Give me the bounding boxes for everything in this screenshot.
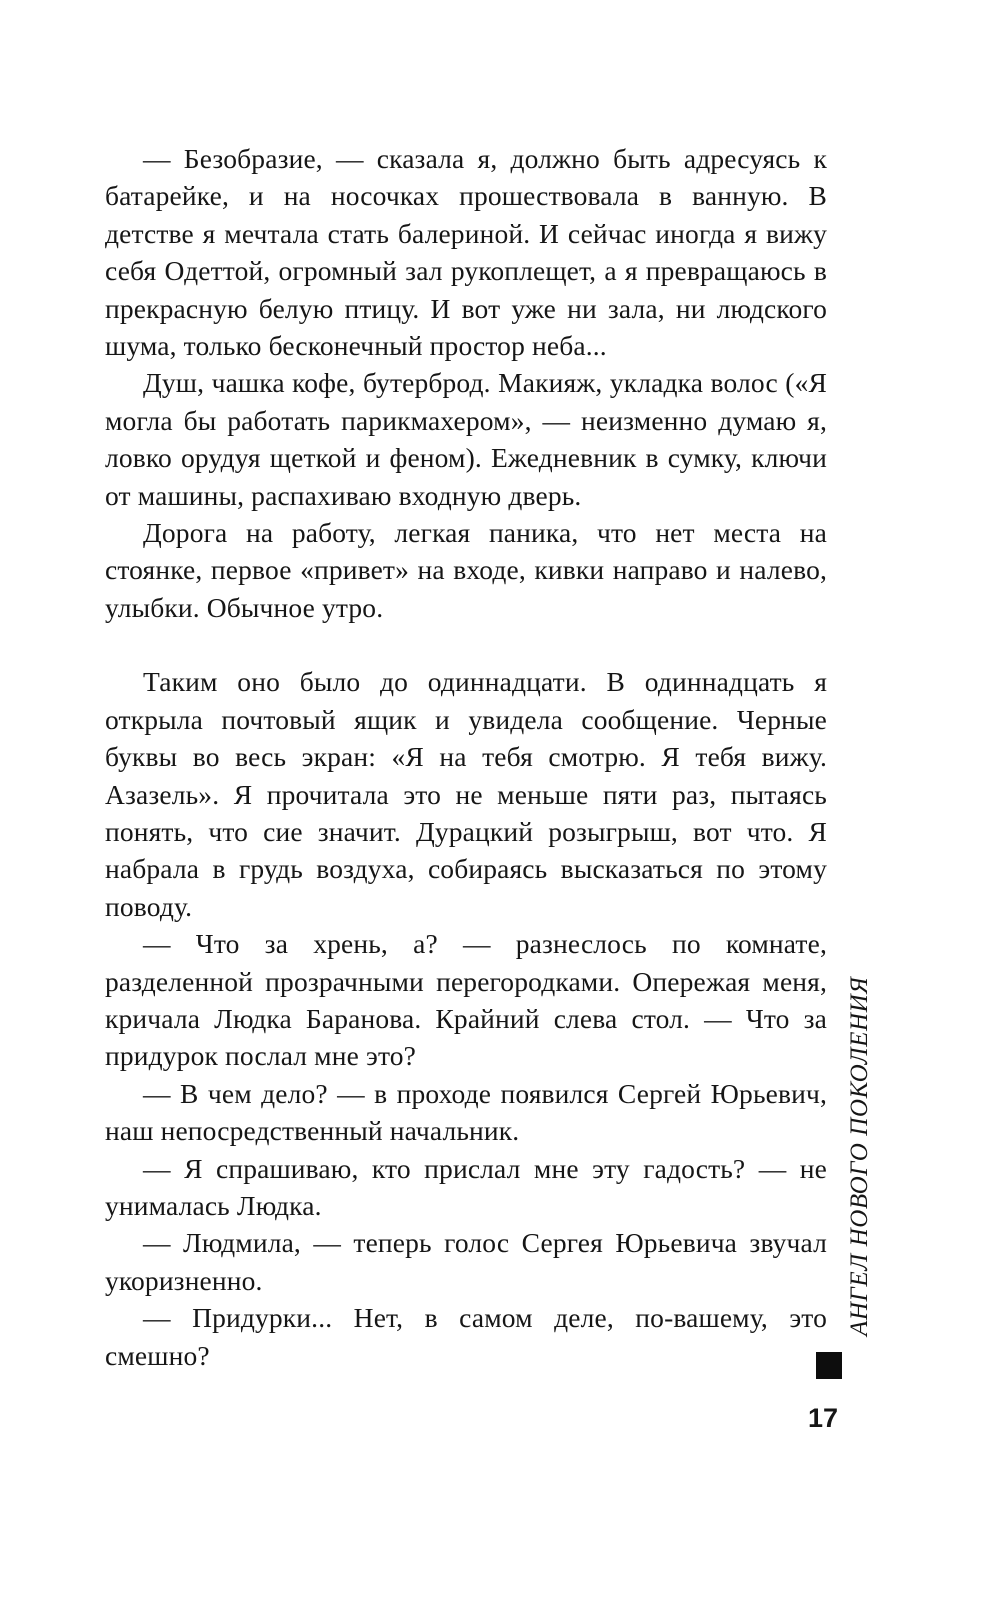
page-number: 17 (807, 1403, 838, 1433)
paragraph: Душ, чашка кофе, бутерброд. Макияж, укладка волос («Я могла бы работать парикмахером», — неизменно думаю я, ловко орудуя щеткой и феном). Ежедневник в сумку, ключи от машины, распахиваю входную дверь. (105, 367, 827, 511)
running-title: АНГЕЛ НОВОГО ПОКОЛЕНИЯ (846, 976, 873, 1336)
body-text (105, 140, 827, 1374)
running-title-marker (816, 1352, 842, 1379)
paragraph: — Что за хрень, а? — разнеслось по комнате, разделенной прозрачными перегородками. Опережая меня, кричала Людка Баранова. Крайний слева стол. — Что за придурок послал мне это? (105, 928, 827, 1072)
paragraph: — Безобразие, — сказала я, должно быть адресуясь к батарейке, и на носочках прошествовала в ванную. В детстве я мечтала стать балериной. И сейчас иногда я вижу себя Одеттой, огромный зал рукоплещет, а я превращаюсь в прекрасную белую птицу. И вот уже ни зала, ни людского шума, только бесконечный простор неба... (105, 143, 827, 362)
paragraph: — Придурки... Нет, в самом деле, по-вашему, это смешно? (105, 1302, 827, 1371)
paragraph: — Людмила, — теперь голос Сергея Юрьевича звучал укоризненно. (105, 1227, 827, 1296)
paragraph: — В чем дело? — в проходе появился Сергей Юрьевич, наш непосредственный начальник. (105, 1077, 827, 1147)
section-break (105, 626, 827, 663)
paragraph: — Я спрашиваю, кто прислал мне эту гадость? — не унималась Людка. (105, 1152, 827, 1221)
paragraph: Таким оно было до одиннадцати. В одиннадцать я открыла почтовый ящик и увидела сообщение. Черные буквы во весь экран: «Я на тебя смотрю. Я тебя вижу. Азазель». Я прочитала это не меньше пяти раз, пытаясь понять, что сие значит. Дурацкий розыгрыш, вот что. Я набрала в грудь воздуха, собираясь высказаться по этому поводу. (105, 666, 827, 922)
paragraph: Дорога на работу, легкая паника, что нет места на стоянке, первое «привет» на входе, кивки направо и налево, улыбки. Обычное утро. (105, 517, 827, 623)
